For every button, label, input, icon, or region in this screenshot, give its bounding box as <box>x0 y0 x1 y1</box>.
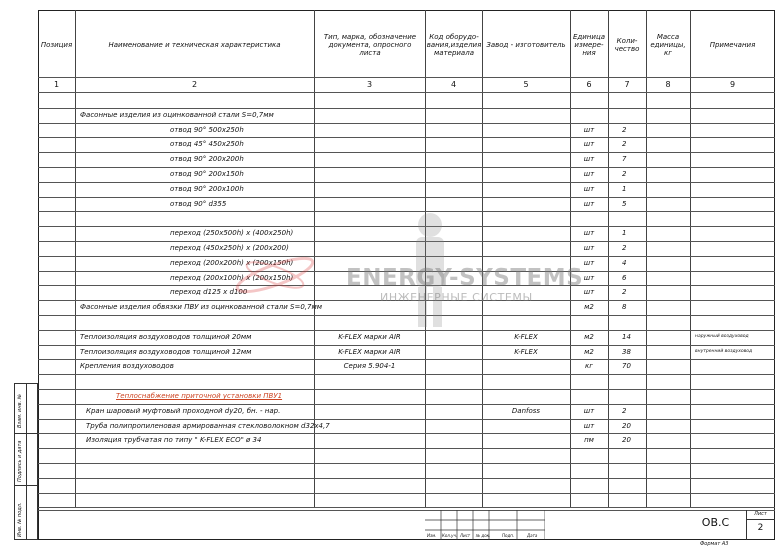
item-name: отвод 90° 500х250h <box>170 125 244 134</box>
header-qty: Коли- чество <box>614 37 640 53</box>
item-unit: шт <box>583 288 595 297</box>
item-qty: 14 <box>622 332 631 341</box>
item-qty: 6 <box>622 273 627 282</box>
item-name: отвод 90° 200х200h <box>170 155 244 164</box>
col-number: 5 <box>523 80 529 89</box>
item-qty: 20 <box>622 436 631 445</box>
header-code: Код оборудо- вания,изделия материала <box>426 33 482 57</box>
item-vendor <box>482 152 570 166</box>
item-type <box>314 108 425 122</box>
item-type <box>314 167 425 181</box>
item-name: переход d125 х d100 <box>170 288 248 297</box>
col-number: 8 <box>665 80 671 89</box>
item-unit: пм <box>584 436 594 445</box>
col-number: 7 <box>624 80 630 89</box>
side-label: Инв. № подл. <box>17 502 23 537</box>
item-unit <box>570 315 608 329</box>
stamp-small-header: Лист <box>460 533 471 538</box>
sheet-label: Лист <box>754 511 767 517</box>
item-vendor <box>482 211 570 225</box>
item-type <box>314 123 425 137</box>
side-stamp-divider <box>14 433 38 434</box>
stamp-small-header: Изм. <box>427 533 437 538</box>
item-qty: 5 <box>622 199 627 208</box>
item-qty: 8 <box>622 303 627 312</box>
item-vendor: K-FLEX <box>514 347 538 356</box>
item-unit <box>570 374 608 388</box>
item-qty: 4 <box>622 258 627 267</box>
col-number: 3 <box>366 80 373 89</box>
item-name: отвод 45° 450х250h <box>170 140 244 149</box>
item-vendor: Danfoss <box>511 406 541 415</box>
item-name: Крепления воздуховодов <box>80 362 174 371</box>
item-qty: 7 <box>622 155 627 164</box>
item-name: Теплоизоляция воздуховодов толщиной 20мм <box>80 332 252 341</box>
item-unit: шт <box>583 406 595 415</box>
item-vendor <box>482 315 570 329</box>
item-type <box>314 137 425 151</box>
col-number: 4 <box>450 80 457 89</box>
item-unit: шт <box>583 199 595 208</box>
item-qty: 2 <box>622 140 627 149</box>
item-vendor <box>482 108 570 122</box>
item-unit: кг <box>585 362 593 371</box>
item-name: Труба полипропиленовая армированная стекловолокном d32х4,7 <box>86 421 330 430</box>
stamp-line <box>38 510 775 511</box>
item-unit: шт <box>583 140 595 149</box>
item-vendor <box>482 167 570 181</box>
item-unit: шт <box>583 421 595 430</box>
side-stamp-divider <box>26 383 27 540</box>
item-name: отвод 90° d355 <box>170 199 227 208</box>
header-line <box>38 77 775 78</box>
watermark-title: ENERGY-SYSTEMS <box>346 265 584 291</box>
header-name: Наименование и техническая характеристика <box>108 41 281 49</box>
item-qty: 2 <box>622 244 627 252</box>
item-name: Кран шаровый муфтовый проходной dу20, бн. - нар. <box>86 406 281 415</box>
item-unit <box>570 108 608 122</box>
header-vendor: Завод - изготовитель <box>486 41 566 49</box>
item-unit: м2 <box>584 332 594 341</box>
item-name: отвод 90° 200х100h <box>170 184 244 193</box>
item-unit: шт <box>583 125 595 134</box>
side-label: Взам. инв. № <box>17 394 23 428</box>
item-qty: 38 <box>622 347 631 356</box>
item-vendor <box>482 197 570 211</box>
item-unit: м2 <box>584 347 594 356</box>
item-unit: шт <box>583 184 595 193</box>
item-vendor <box>482 226 570 240</box>
watermark-subtitle: ИНЖЕНЕРНЫЕ СИСТЕМЫ <box>380 291 533 304</box>
header-mass: Масса единицы, кг <box>650 33 686 57</box>
item-unit: шт <box>583 258 595 267</box>
item-vendor <box>482 374 570 388</box>
item-note: наружный воздуховод <box>695 333 749 339</box>
col-number: 6 <box>586 80 592 89</box>
item-vendor <box>482 433 570 447</box>
item-qty: 2 <box>622 170 627 178</box>
sheet-number: 2 <box>757 523 764 533</box>
item-type: Серия 5.904-1 <box>343 362 396 371</box>
logo-swirl-watermark <box>230 245 320 305</box>
stamp-small-header: Подп. <box>502 533 515 538</box>
side-label: Подпись и дата <box>17 440 23 482</box>
row-line <box>38 463 775 464</box>
item-name: переход (200х100h) х (200х150h) <box>170 273 294 282</box>
item-qty: 70 <box>622 362 631 371</box>
item-name: переход (450х250h) х (200х200) <box>170 244 289 252</box>
col-number: 9 <box>729 80 736 89</box>
side-stamp-divider <box>14 485 38 486</box>
item-vendor <box>482 137 570 151</box>
item-type <box>314 182 425 196</box>
item-name: отвод 90° 200х150h <box>170 170 244 178</box>
item-unit: шт <box>583 273 595 282</box>
item-name: Фасонные изделия из оцинкованной стали S=0,7мм <box>80 110 274 119</box>
stamp-sheet-divider <box>746 519 775 520</box>
item-vendor <box>482 389 570 403</box>
item-name: Теплоснабжение приточной установки ПВУ1 <box>116 392 283 400</box>
item-name: Изоляция трубчатая по типу " K-FLEX ECO" ø 34 <box>86 436 262 445</box>
item-unit <box>570 389 608 403</box>
header-notes: Примечания <box>709 41 756 49</box>
format-label: Формат А3 <box>700 541 729 547</box>
col-number: 1 <box>53 80 60 89</box>
stamp-small-header: Кол.уч. <box>442 533 458 538</box>
item-name: Фасонные изделия обвязки ПВУ из оцинкованной стали S=0,7мм <box>80 303 323 312</box>
item-name: переход (200х200h) х (200х150h) <box>170 258 294 267</box>
header-unit: Единица измере- ния <box>573 33 605 57</box>
item-vendor: K-FLEX <box>514 332 538 341</box>
item-vendor <box>482 419 570 433</box>
item-type <box>314 404 425 418</box>
item-type <box>314 433 425 447</box>
item-unit: шт <box>583 244 595 252</box>
item-unit: м2 <box>584 303 594 312</box>
item-vendor <box>482 182 570 196</box>
item-name: Теплоизоляция воздуховодов толщиной 12мм <box>80 347 252 356</box>
item-qty: 1 <box>622 184 627 193</box>
item-note: внутренний воздуховод <box>695 348 753 354</box>
document-code: ОВ.С <box>701 516 730 529</box>
header-line <box>38 92 775 93</box>
stamp-small-header: № док. <box>476 533 491 538</box>
item-type <box>314 152 425 166</box>
row-line <box>38 507 775 508</box>
item-unit: шт <box>583 229 595 238</box>
item-type <box>314 374 425 388</box>
row-line <box>38 478 775 479</box>
item-type: K-FLEX марки AIR <box>338 347 401 356</box>
item-unit: шт <box>583 155 595 164</box>
item-vendor <box>482 123 570 137</box>
item-name: переход (250х500h) х (400х250h) <box>170 229 294 238</box>
item-qty: 2 <box>622 288 627 297</box>
item-qty: 2 <box>622 125 627 134</box>
item-unit: шт <box>583 170 595 178</box>
item-vendor <box>482 359 570 373</box>
header-position: Позиция <box>40 41 73 49</box>
item-type: K-FLEX марки AIR <box>338 332 401 341</box>
item-qty: 1 <box>622 229 627 238</box>
row-line <box>38 493 775 494</box>
header-type: Тип, марка, обозначение документа, опросного листа <box>323 33 417 57</box>
item-qty: 2 <box>622 406 627 415</box>
row-line <box>38 448 775 449</box>
item-type <box>314 389 425 403</box>
item-vendor <box>482 241 570 255</box>
item-type <box>314 419 425 433</box>
item-qty: 20 <box>622 421 631 430</box>
item-unit <box>570 211 608 225</box>
col-number: 2 <box>191 80 198 89</box>
stamp-small-header: Дата <box>527 533 538 538</box>
